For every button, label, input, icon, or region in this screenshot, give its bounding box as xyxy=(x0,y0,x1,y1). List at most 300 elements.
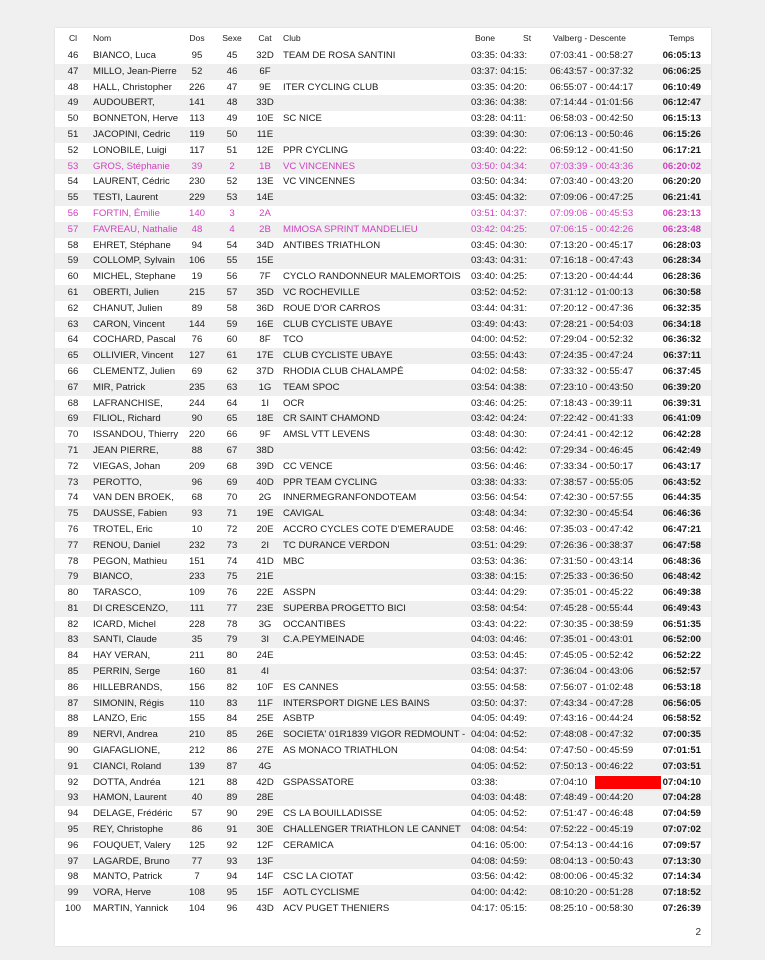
time-cell: 07:00:35 xyxy=(662,729,701,741)
bib-cell: 48 xyxy=(191,223,203,235)
category-cell: 2I xyxy=(260,539,269,551)
table-row xyxy=(55,522,711,538)
valberg-cell: 07:52:22 - 00:45:19 xyxy=(550,824,634,836)
table-row xyxy=(55,396,711,412)
rank-cell: 73 xyxy=(67,476,79,488)
bone-st-cell: 03:58: 04:54: xyxy=(471,602,528,614)
valberg-cell: 07:43:16 - 00:44:24 xyxy=(550,713,634,725)
club-cell: C.A.PEYMEINADE xyxy=(283,634,365,646)
name-cell: LAFRANCHISE, xyxy=(93,397,163,409)
rank-cell: 62 xyxy=(67,302,79,314)
club-cell: CS LA BOUILLADISSE xyxy=(283,808,383,820)
table-row xyxy=(55,490,711,506)
bib-cell: 93 xyxy=(191,508,203,520)
bib-cell: 19 xyxy=(191,271,203,283)
table-row xyxy=(55,301,711,317)
time-cell: 06:15:26 xyxy=(662,128,701,140)
bone-st-cell: 04:08: 04:54: xyxy=(471,745,528,757)
name-cell: NERVI, Andrea xyxy=(93,729,158,741)
rank-cell: 100 xyxy=(64,903,81,915)
table-row xyxy=(55,680,711,696)
category-cell: 23E xyxy=(256,602,274,614)
sex-rank-cell: 77 xyxy=(226,602,238,614)
rank-cell: 85 xyxy=(67,666,79,678)
bone-st-cell: 03:49: 04:43: xyxy=(471,318,528,330)
valberg-cell: 07:33:32 - 00:55:47 xyxy=(550,365,634,377)
name-cell: REY, Christophe xyxy=(93,824,164,836)
time-cell: 06:49:43 xyxy=(662,602,701,614)
valberg-cell: 07:13:20 - 00:45:17 xyxy=(550,239,634,251)
header-st: St xyxy=(523,33,532,43)
time-cell: 06:42:28 xyxy=(662,429,701,441)
bib-cell: 211 xyxy=(189,650,205,662)
valberg-cell: 07:20:12 - 00:47:36 xyxy=(550,302,634,314)
table-row xyxy=(55,838,711,854)
category-cell: 41D xyxy=(256,555,274,567)
time-cell: 06:10:49 xyxy=(662,81,701,93)
club-cell: TEAM SPOC xyxy=(283,381,340,393)
table-row xyxy=(55,427,711,443)
valberg-cell: 06:58:03 - 00:42:50 xyxy=(550,113,634,125)
bib-cell: 244 xyxy=(188,397,205,409)
bone-st-cell: 03:40: 04:25: xyxy=(471,271,528,283)
header-nom: Nom xyxy=(93,33,112,43)
rank-cell: 59 xyxy=(67,255,79,267)
category-cell: 40D xyxy=(256,476,274,488)
category-cell: 15E xyxy=(256,255,274,267)
club-cell: VC VINCENNES xyxy=(283,176,355,188)
bib-cell: 220 xyxy=(188,429,205,441)
sex-rank-cell: 55 xyxy=(226,255,238,267)
time-cell: 06:48:42 xyxy=(662,571,701,583)
table-row xyxy=(55,617,711,633)
table-row xyxy=(55,348,711,364)
rank-cell: 47 xyxy=(67,65,79,77)
bib-cell: 52 xyxy=(191,65,203,77)
time-cell: 07:26:39 xyxy=(662,903,701,915)
table-row xyxy=(55,111,711,127)
club-cell: ASBTP xyxy=(283,713,315,725)
rank-cell: 60 xyxy=(67,271,79,283)
name-cell: SIMONIN, Régis xyxy=(93,697,164,709)
valberg-cell: 07:13:20 - 00:44:44 xyxy=(550,271,634,283)
rank-cell: 66 xyxy=(67,365,79,377)
sex-rank-cell: 73 xyxy=(226,539,238,551)
name-cell: BIANCO, xyxy=(93,571,133,583)
sex-rank-cell: 58 xyxy=(226,302,238,314)
sex-rank-cell: 90 xyxy=(226,808,238,820)
rank-cell: 46 xyxy=(67,50,79,61)
time-cell: 06:53:18 xyxy=(662,681,701,693)
valberg-cell: 07:31:12 - 01:00:13 xyxy=(550,286,634,298)
valberg-cell: 07:03:39 - 00:43:36 xyxy=(550,160,634,172)
bone-st-cell: 03:48: 04:34: xyxy=(471,508,528,520)
sex-rank-cell: 62 xyxy=(226,365,238,377)
rank-cell: 77 xyxy=(67,539,79,551)
club-cell: SC NICE xyxy=(283,113,322,125)
rank-cell: 97 xyxy=(67,855,79,867)
sex-rank-cell: 87 xyxy=(226,760,238,772)
name-cell: AUDOUBERT, xyxy=(93,97,155,109)
sex-rank-cell: 92 xyxy=(226,839,238,851)
club-cell: AMSL VTT LEVENS xyxy=(283,429,370,441)
category-cell: 15F xyxy=(256,887,274,899)
rank-cell: 80 xyxy=(67,587,79,599)
valberg-cell: 06:43:57 - 00:37:32 xyxy=(550,65,634,77)
name-cell: VAN DEN BROEK, xyxy=(93,492,174,504)
header-dos: Dos xyxy=(189,33,205,43)
sex-rank-cell: 63 xyxy=(226,381,238,393)
time-cell: 06:52:22 xyxy=(662,650,701,662)
bone-st-cell: 03:56: 04:42: xyxy=(471,444,528,456)
bone-st-cell: 03:53: 04:36: xyxy=(471,555,528,567)
category-cell: 1B xyxy=(259,160,271,172)
club-cell: ACCRO CYCLES COTE D'EMERAUDE xyxy=(283,523,454,535)
bib-cell: 209 xyxy=(188,460,205,472)
table-row xyxy=(55,411,711,427)
bone-st-cell: 03:56: 04:54: xyxy=(471,492,528,504)
club-cell: CYCLO RANDONNEUR MALEMORTOIS xyxy=(283,271,461,283)
table-row xyxy=(55,127,711,143)
sex-rank-cell: 61 xyxy=(226,350,238,362)
time-cell: 06:23:13 xyxy=(662,207,701,219)
bone-st-cell: 03:42: 04:25: xyxy=(471,223,528,235)
rank-cell: 79 xyxy=(67,571,79,583)
table-row xyxy=(55,238,711,254)
category-cell: 3G xyxy=(258,618,272,630)
sex-rank-cell: 88 xyxy=(226,776,238,788)
sex-rank-cell: 86 xyxy=(226,745,238,757)
rank-cell: 54 xyxy=(67,176,79,188)
rank-cell: 55 xyxy=(67,192,79,204)
name-cell: VORA, Herve xyxy=(93,887,152,899)
time-cell: 06:43:17 xyxy=(662,460,701,472)
rank-cell: 70 xyxy=(67,429,79,441)
rank-cell: 57 xyxy=(67,223,79,235)
table-row xyxy=(55,317,711,333)
bone-st-cell: 04:05: 04:49: xyxy=(471,713,528,725)
bib-cell: 113 xyxy=(189,113,205,125)
bib-cell: 228 xyxy=(188,618,205,630)
table-row xyxy=(55,159,711,175)
sex-rank-cell: 54 xyxy=(226,239,238,251)
bone-st-cell: 04:08: 04:54: xyxy=(471,824,528,836)
name-cell: DOTTA, Andréa xyxy=(93,776,161,788)
valberg-cell: 07:06:15 - 00:42:26 xyxy=(550,223,634,235)
club-cell: AS MONACO TRIATHLON xyxy=(283,745,398,757)
name-cell: DI CRESCENZO, xyxy=(93,602,169,614)
valberg-cell: 07:30:35 - 00:38:59 xyxy=(550,618,634,630)
rank-cell: 76 xyxy=(67,523,79,535)
bib-cell: 230 xyxy=(188,176,205,188)
bone-st-cell: 03:51: 04:37: xyxy=(471,207,528,219)
table-row xyxy=(55,222,711,238)
rank-cell: 61 xyxy=(67,286,79,298)
name-cell: HILLEBRANDS, xyxy=(93,681,163,693)
name-cell: FOUQUET, Valery xyxy=(93,839,171,851)
rank-cell: 50 xyxy=(67,113,79,125)
time-cell: 06:43:52 xyxy=(662,476,701,488)
time-cell: 07:18:52 xyxy=(662,887,701,899)
category-cell: 36D xyxy=(256,302,274,314)
sex-rank-cell: 80 xyxy=(226,650,238,662)
valberg-cell: 07:54:13 - 00:44:16 xyxy=(550,839,634,851)
sex-rank-cell: 89 xyxy=(226,792,238,804)
time-cell: 06:30:58 xyxy=(662,286,701,298)
name-cell: HAMON, Laurent xyxy=(93,792,167,804)
rank-cell: 94 xyxy=(67,808,79,820)
bib-cell: 139 xyxy=(188,760,205,772)
bib-cell: 111 xyxy=(189,602,205,614)
name-cell: FAVREAU, Nathalie xyxy=(93,223,178,235)
header-club: Club xyxy=(283,33,301,43)
valberg-cell: 07:48:49 - 00:44:20 xyxy=(550,792,634,804)
club-cell: MBC xyxy=(283,555,305,567)
bib-cell: 109 xyxy=(188,587,205,599)
rank-cell: 82 xyxy=(67,618,79,630)
valberg-cell: 07:32:30 - 00:45:54 xyxy=(550,508,634,520)
bib-cell: 88 xyxy=(191,444,203,456)
bib-cell: 7 xyxy=(194,871,200,883)
time-cell: 06:58:52 xyxy=(662,713,701,725)
rank-cell: 53 xyxy=(67,160,79,172)
time-cell: 06:46:36 xyxy=(662,508,701,520)
table-row xyxy=(55,364,711,380)
table-row xyxy=(55,332,711,348)
bone-st-cell: 03:52: 04:52: xyxy=(471,286,528,298)
club-cell: CR SAINT CHAMOND xyxy=(283,413,380,425)
category-cell: 37D xyxy=(256,365,274,377)
bib-cell: 226 xyxy=(188,81,205,93)
name-cell: COLLOMP, Sylvain xyxy=(93,255,175,267)
name-cell: CLEMENTZ, Julien xyxy=(93,365,176,377)
rank-cell: 58 xyxy=(67,239,79,251)
bib-cell: 117 xyxy=(189,144,205,156)
sex-rank-cell: 83 xyxy=(226,697,238,709)
time-cell: 06:17:21 xyxy=(662,144,701,156)
name-cell: LAGARDE, Bruno xyxy=(93,855,170,867)
bib-cell: 96 xyxy=(191,476,203,488)
category-cell: 13E xyxy=(256,176,274,188)
sex-rank-cell: 85 xyxy=(226,729,238,741)
name-cell: MICHEL, Stephane xyxy=(93,271,176,283)
table-row xyxy=(55,95,711,111)
name-cell: JEAN PIERRE, xyxy=(93,444,159,456)
bone-st-cell: 03:56: 04:42: xyxy=(471,871,528,883)
time-cell: 06:28:36 xyxy=(662,271,701,283)
table-row xyxy=(55,80,711,96)
category-cell: 27E xyxy=(256,745,274,757)
sex-rank-cell: 66 xyxy=(226,429,238,441)
category-cell: 14F xyxy=(256,871,274,883)
name-cell: MILLO, Jean-Pierre xyxy=(93,65,177,77)
category-cell: 4G xyxy=(258,760,272,772)
sex-rank-cell: 47 xyxy=(226,81,238,93)
table-row xyxy=(55,822,711,838)
bib-cell: 156 xyxy=(188,681,205,693)
bib-cell: 160 xyxy=(188,666,205,678)
table-row xyxy=(55,585,711,601)
bone-st-cell: 03:35: 04:20: xyxy=(471,81,528,93)
valberg-cell: 07:09:06 - 00:47:25 xyxy=(550,192,634,204)
header-cat: Cat xyxy=(258,33,272,43)
category-cell: 20E xyxy=(256,523,274,535)
bib-cell: 10 xyxy=(191,523,203,535)
header-temps: Temps xyxy=(669,33,695,43)
bib-cell: 39 xyxy=(191,160,203,172)
valberg-cell: 07:24:41 - 00:42:12 xyxy=(550,429,634,441)
club-cell: OCR xyxy=(283,397,305,409)
name-cell: TARASCO, xyxy=(93,587,142,599)
valberg-cell: 07:43:34 - 00:47:28 xyxy=(550,697,634,709)
table-row xyxy=(55,143,711,159)
table-row xyxy=(55,554,711,570)
bone-st-cell: 03:42: 04:24: xyxy=(471,413,528,425)
time-cell: 07:04:28 xyxy=(662,792,701,804)
table-row xyxy=(55,64,711,80)
bone-st-cell: 03:38: xyxy=(471,776,498,788)
valberg-cell: 07:26:36 - 00:38:37 xyxy=(550,539,634,551)
rank-cell: 92 xyxy=(67,776,79,788)
table-row xyxy=(55,806,711,822)
valberg-cell: 07:35:01 - 00:43:01 xyxy=(550,634,634,646)
rank-cell: 83 xyxy=(67,634,79,646)
rank-cell: 87 xyxy=(67,697,79,709)
bone-st-cell: 03:38: 04:15: xyxy=(471,571,528,583)
rank-cell: 98 xyxy=(67,871,79,883)
time-cell: 07:04:10 xyxy=(662,776,701,788)
bone-st-cell: 04:17: 05:15: xyxy=(471,903,528,915)
bib-cell: 110 xyxy=(189,697,205,709)
valberg-cell: 07:35:03 - 00:47:42 xyxy=(550,523,634,535)
name-cell: LANZO, Eric xyxy=(93,713,147,725)
club-cell: VC ROCHEVILLE xyxy=(283,286,360,298)
category-cell: 35D xyxy=(256,286,274,298)
bone-st-cell: 03:50: 04:34: xyxy=(471,160,528,172)
category-cell: 3I xyxy=(260,634,269,646)
category-cell: 19E xyxy=(256,508,274,520)
bib-cell: 119 xyxy=(189,128,205,140)
club-cell: TEAM DE ROSA SANTINI xyxy=(283,50,396,61)
sex-rank-cell: 50 xyxy=(226,128,238,140)
bone-st-cell: 04:02: 04:58: xyxy=(471,365,528,377)
bone-st-cell: 03:38: 04:33: xyxy=(471,476,528,488)
rank-cell: 78 xyxy=(67,555,79,567)
bone-st-cell: 03:54: 04:37: xyxy=(471,666,528,678)
time-cell: 06:23:48 xyxy=(662,223,701,235)
name-cell: EHRET, Stéphane xyxy=(93,239,171,251)
table-row xyxy=(55,285,711,301)
bone-st-cell: 03:37: 04:15: xyxy=(471,65,528,77)
bone-st-cell: 04:05: 04:52: xyxy=(471,808,528,820)
bone-st-cell: 03:45: 04:32: xyxy=(471,192,528,204)
time-cell: 06:49:38 xyxy=(662,587,701,599)
rank-cell: 75 xyxy=(67,508,79,520)
club-cell: ASSPN xyxy=(283,587,316,599)
category-cell: 1G xyxy=(258,381,272,393)
valberg-cell: 07:22:42 - 00:41:33 xyxy=(550,413,634,425)
bone-st-cell: 03:28: 04:11: xyxy=(471,113,527,125)
name-cell: ISSANDOU, Thierry xyxy=(93,429,179,441)
valberg-cell: 07:42:30 - 00:57:55 xyxy=(550,492,634,504)
name-cell: PEROTTO, xyxy=(93,476,142,488)
table-row xyxy=(55,696,711,712)
club-cell: TCO xyxy=(283,334,304,346)
valberg-cell: 07:23:10 - 00:43:50 xyxy=(550,381,634,393)
time-cell: 06:06:25 xyxy=(662,65,701,77)
rank-cell: 68 xyxy=(67,397,79,409)
rank-cell: 71 xyxy=(67,444,79,456)
valberg-cell: 07:50:13 - 00:46:22 xyxy=(550,760,634,772)
sex-rank-cell: 75 xyxy=(226,571,238,583)
table-row xyxy=(55,869,711,885)
valberg-cell: 07:29:34 - 00:46:45 xyxy=(550,444,634,456)
club-cell: CAVIGAL xyxy=(283,508,324,520)
rank-cell: 86 xyxy=(67,681,79,693)
club-cell: CLUB CYCLISTE UBAYE xyxy=(283,318,393,330)
valberg-cell: 07:36:04 - 00:43:06 xyxy=(550,666,634,678)
name-cell: RENOU, Daniel xyxy=(93,539,161,551)
name-cell: TROTEL, Eric xyxy=(93,523,153,535)
bone-st-cell: 04:08: 04:59: xyxy=(471,855,528,867)
sex-rank-cell: 64 xyxy=(226,397,238,409)
bone-st-cell: 03:58: 04:46: xyxy=(471,523,528,535)
bib-cell: 86 xyxy=(191,824,203,836)
name-cell: GROS, Stéphanie xyxy=(93,160,170,172)
name-cell: TESTI, Laurent xyxy=(93,192,159,204)
bib-cell: 76 xyxy=(191,334,203,346)
time-cell: 07:07:02 xyxy=(662,824,701,836)
time-cell: 06:39:20 xyxy=(662,381,701,393)
name-cell: OLLIVIER, Vincent xyxy=(93,350,174,362)
header-valberg: Valberg - Descente xyxy=(553,33,626,43)
sex-rank-cell: 79 xyxy=(226,634,238,646)
sex-rank-cell: 49 xyxy=(226,113,238,125)
category-cell: 34D xyxy=(256,239,274,251)
valberg-cell: 06:55:07 - 00:44:17 xyxy=(550,81,634,93)
name-cell: SANTI, Claude xyxy=(93,634,157,646)
time-cell: 06:28:03 xyxy=(662,239,701,251)
time-cell: 06:37:11 xyxy=(663,350,701,362)
valberg-cell: 07:06:13 - 00:50:46 xyxy=(550,128,634,140)
valberg-cell: 07:25:33 - 00:36:50 xyxy=(550,571,634,583)
sex-rank-cell: 72 xyxy=(226,523,238,535)
bone-st-cell: 03:50: 04:34: xyxy=(471,176,528,188)
sex-rank-cell: 78 xyxy=(226,618,238,630)
sex-rank-cell: 60 xyxy=(226,334,238,346)
bib-cell: 69 xyxy=(191,365,203,377)
bib-cell: 210 xyxy=(188,729,205,741)
sex-rank-cell: 84 xyxy=(226,713,238,725)
bib-cell: 106 xyxy=(188,255,205,267)
bib-cell: 77 xyxy=(191,855,203,867)
bone-st-cell: 03:55: 04:43: xyxy=(471,350,528,362)
time-cell: 06:37:45 xyxy=(662,365,701,377)
rank-cell: 95 xyxy=(67,824,79,836)
category-cell: 12F xyxy=(256,839,274,851)
bib-cell: 127 xyxy=(188,350,205,362)
table-row xyxy=(55,538,711,554)
time-cell: 07:04:59 xyxy=(662,808,701,820)
sex-rank-cell: 52 xyxy=(226,176,238,188)
club-cell: CSC LA CIOTAT xyxy=(283,871,354,883)
time-cell: 06:32:35 xyxy=(662,302,701,314)
rank-cell: 89 xyxy=(67,729,79,741)
time-cell: 06:52:57 xyxy=(662,666,701,678)
time-cell: 06:36:32 xyxy=(662,334,701,346)
category-cell: 9E xyxy=(259,81,271,93)
page-number: 2 xyxy=(695,927,701,938)
